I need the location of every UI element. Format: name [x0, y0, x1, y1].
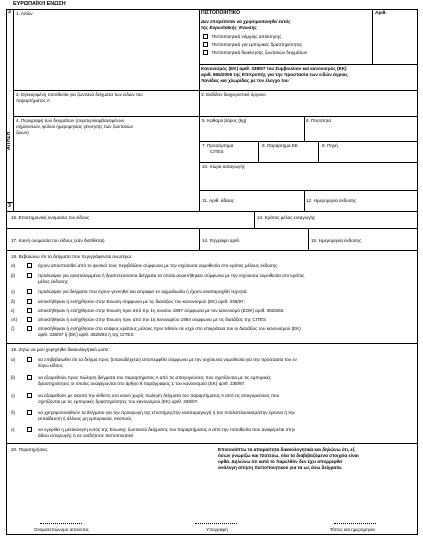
legal-acquisition-checkbox[interactable] — [203, 34, 208, 39]
box19-item-d-letter: δ) — [11, 410, 16, 415]
place-date-label: Τόπος και ημερομηνία — [330, 527, 375, 532]
box18-item-g-text-2: αριθ. 338/97 ή (ΕΚ) αριθ. 3626/82 ή της CITES — [38, 332, 134, 337]
box18-item-b-checkbox[interactable] — [27, 273, 32, 278]
box18-item-a-checkbox[interactable] — [27, 263, 32, 268]
box18-item-d-checkbox[interactable] — [27, 299, 32, 304]
box18-item-e-letter: ε) — [11, 308, 15, 313]
declaration-line-3: ορθά. Δηλώνω ότι κατά το παρελθόν δεν έχει απορριφθεί — [218, 459, 343, 464]
box2-label-1: 2. Εγκεκριμένη τοποθεσία για ζωντανά δείγματα των ειδών του — [16, 92, 143, 97]
box18-item-e-text: αποκτήθηκαν ή εισήχθησαν στην Ένωση πριν από την 1η Ιουνίου 1997 σύμφωνα με τον κανονισμό (ΕΟΚ) αριθ. 3626/82. — [38, 308, 285, 313]
box4-label-3: ζώων) — [16, 130, 29, 135]
box19-item-c-letter: γ) — [11, 393, 15, 398]
box19-item-a-text-2: λόγω είδους — [38, 363, 63, 368]
box19-item-c-text-1: να εξαιρεθούν με σκοπό την έκθεση στο κοινό χωρίς πώληση δείγματα του παραρτήματος Α από τις απαγορεύσεις που — [38, 393, 280, 398]
box18-item-f-text: αποκτήθηκαν ή εισήχθησαν στην Ένωση πριν από την 1η Ιανουαρίου 1984 σύμφωνα με τις διατάξεις της CITES — [38, 317, 266, 322]
box18-item-c-letter: γ) — [11, 289, 15, 294]
box12-label: 12. Ημερομηνία έκδοσης — [306, 198, 357, 203]
regulation-line-1: Κανονισμός (ΕΚ) αριθ. 338/97 του Συμβουλίου και κανονισμός (ΕΚ) — [201, 66, 347, 71]
box18-item-b-text-1: προέκυψαν για εγκατελειμμένα ή δραπετεύσαντα δείγματα τα οποία ανακτήθηκαν σύμφωνα με την ισχύουσα νομοθεσία στο κράτος — [38, 273, 305, 278]
box7-label-1: 7. Προσάρτημα — [202, 143, 234, 148]
box19-item-b-checkbox[interactable] — [27, 375, 32, 380]
box20-label: 20. Παρατηρήσεις — [11, 447, 48, 452]
box18-item-g-letter: ζ) — [11, 326, 15, 331]
name-signature-line — [40, 523, 82, 524]
name-label: Ονοματεπώνυμο αιτούντος — [34, 527, 89, 532]
box5-label: 5. Καθαρό βάρος (kg) — [202, 118, 247, 123]
place-date-line — [334, 523, 376, 524]
box19-item-d-checkbox[interactable] — [27, 410, 32, 415]
box19-item-a-letter: α) — [11, 357, 16, 362]
certificate-subtitle-1: Δεν επιτρέπεται να χρησιμοποιηθεί εκτός — [201, 19, 291, 24]
box18-item-g-text-1: αποκτήθηκαν ή εισήχθησαν στο εσάφος κράτους μέλους πριν τεθούν σε ισχύ στο επικράτεια του οι διατάξεις του κανονισμού (ΕΚ) — [38, 326, 301, 331]
page-header: ΕΥΡΩΠΑΪΚΗ ΕΝΩΣΗ — [13, 1, 66, 7]
box19-item-c-checkbox[interactable] — [27, 393, 32, 398]
box19-item-e-text-1: να εγκριθεί η μετακίνηση εντός της Ένωσης ζωντανού δείγματος του παραρτήματος Α από την τοποθεσία που αναφέρεται στην — [38, 427, 296, 432]
box17-label: 17. Κοινή ονομασία του είδους (εάν διατίθεται) — [11, 238, 105, 243]
box6-label: 6. Ποσότητα — [306, 118, 332, 123]
box2-label-2: παραρτήματος Α — [16, 98, 50, 103]
box18-item-f-letter: στ) — [11, 317, 18, 322]
live-specimens-movement-label: Πιστοποιητικό διακίνησης ζωντανών δειγμάτων — [212, 50, 308, 55]
box19-item-b-text-1: να εξαιρεθούν προς πώληση δείγματα του παραρτήματος Α από τις απαγορεύσεις που σχετίζονται με τις εμπορικές — [38, 375, 272, 380]
box19-title: 19. Ζητώ να μου χορηγηθεί δικαιολογητικό ώστε: — [11, 347, 110, 352]
box15-label: 15. Ημερομηνία έκδοσης — [311, 238, 362, 243]
section-number: 3 — [8, 9, 11, 15]
box18-title: 18. Βεβαιώνω ότι τα δείγματα που περιγράφονται ανωτέρω: — [11, 254, 133, 259]
box16-label: 16. Επιστημονική ονομασία του είδους — [11, 215, 90, 220]
box19-item-a-checkbox[interactable] — [27, 357, 32, 362]
box18-item-a-letter: α) — [11, 263, 16, 268]
box18-item-c-checkbox[interactable] — [27, 289, 32, 294]
bottom-section-number: 3 — [8, 203, 11, 209]
box19-item-b-text-2: δραστηριότητες οι οποίες αναφέρονται στο άρθρο 8 παράγραφος 1 του κανονισμού (ΕΚ) αριθ. 338/97. — [38, 381, 246, 386]
box19-item-e-text-2: άδεια εισαγωγής ή σε οισδήποτε πιστοποιητικό — [38, 433, 134, 438]
box14-label: 14. Έγγραφο αριθ. — [202, 238, 241, 243]
box18-item-d-text: αποκτήθηκαν ή εισήχθησαν στην Ένωση σύμφωνα με τις διατάξεις του κανονισμού (ΕΚ) αριθ. 338/97. — [38, 299, 245, 304]
signature-label: Υπογραφή — [206, 527, 228, 532]
box4-label-1: 4. Περιγραφή των δειγμάτων (συμπεριλαμβανομένων — [16, 118, 125, 123]
box18-item-a-text: έχουν αποσπασθεί από το φυσικό τους περιβάλλον σύμφωνα με την ισχύουσα νομοθεσία στο κράτος μέλους έκδοσης — [38, 263, 278, 268]
box18-item-e-checkbox[interactable] — [27, 308, 32, 313]
box18-item-b-text-2: μέλος έκδοσης — [38, 279, 68, 284]
box7-label-2: CITES — [210, 149, 224, 154]
box19-item-a-text-1: να επιβεβαιωθεί ότι τα δείγμα προς (επαναδέχεται) αποπεμφθεί σύμφωνα με την ισχύουσα νομοθεσία για την προστασία του εν — [38, 357, 297, 362]
box18-item-d-letter: δ) — [11, 299, 16, 304]
box13-label: 13. Κράτος μέλος εισαγωγής — [257, 215, 316, 220]
box18-item-b-letter: β) — [11, 273, 16, 278]
side-label: ΑΙΤΗΣΗ — [6, 131, 12, 150]
box1-label: 1. Αιτών — [16, 11, 33, 16]
box10-label: 10. Χώρα καταγωγής — [202, 164, 246, 169]
declaration-line-2: όσων γνωρίζω και πιστεύω, όλα τα διαβιβαζόμενα στοιχεία είναι — [218, 453, 359, 458]
box18-item-c-text: προέκυψαν για δείγματα που έχουν γεννηθεί και εκτραφεί εν αιχμαλωσία ή έχουν αναπαραχθεί τεχνητά — [38, 289, 247, 294]
certificate-subtitle-2: της Ευρωπαϊκής Ένωσης — [201, 25, 257, 30]
signature-line — [195, 523, 237, 524]
box8-label: 8. Παράρτημα ΕΕ — [262, 143, 298, 148]
box19-item-e-checkbox[interactable] — [27, 427, 32, 432]
box19-item-d-text-1: να χρησιμοποιηθούν τα δείγματα για την προαγωγή της επιστήμης/την αναπαραγωγή ή τον πολλαπλασιασμό/την έρευνα ή την — [38, 410, 295, 415]
declaration-line-4: ανάλογη αίτηση πιστοποιητικού για τα ως άνω δείγματα. — [218, 465, 343, 470]
certificate-title: ΠΙΣΤΟΠΟΙΗΤΙΚΟ — [201, 10, 241, 16]
commercial-activities-label: Πιστοποιητικό για εμπορικές δραστηριότητες — [212, 42, 303, 47]
box18-item-f-checkbox[interactable] — [27, 317, 32, 322]
box19-item-c-text-2: σχετίζονται με τις εμπορικές δραστηριότητες του κανονισμού (ΕΚ) αριθ. 338/97. — [38, 399, 199, 404]
box19-item-d-text-2: εκπαίδευση ή άλλους μη εμπορικούς σκοπούς — [38, 416, 132, 421]
declaration-line-1: Επισυνάπτω τα απαραίτητα δικαιολογητικά και δηλώνω ότι, εξ — [218, 447, 355, 452]
live-specimens-movement-checkbox[interactable] — [203, 50, 208, 55]
commercial-activities-checkbox[interactable] — [203, 42, 208, 47]
box11-label: 11. Αριθ. άδειας — [202, 198, 235, 203]
regulation-line-2: αριθ. 865/2006 της Επιτροπής για την προστασία των ειδών άγριας — [201, 72, 348, 77]
arith-label: Αριθ. — [375, 11, 387, 16]
box9-label: 9. Πηγή — [322, 143, 338, 148]
regulation-line-3: πανίδας και χλωρίδας με τον έλεγχο του — [201, 78, 289, 83]
box3-label: 3. Εκδίδον διαχειριστικό όργανο — [201, 92, 266, 97]
box4-label-2: σημάνσεων, φύλου ημερομηνίας γέννησης των ζωντανών — [16, 124, 133, 129]
box18-item-g-checkbox[interactable] — [27, 326, 32, 331]
legal-acquisition-label: Πιστοποιητικό νόμιμης απόκτησης — [212, 34, 282, 39]
box19-item-e-letter: ε) — [11, 427, 15, 432]
box19-item-b-letter: β) — [11, 375, 16, 380]
